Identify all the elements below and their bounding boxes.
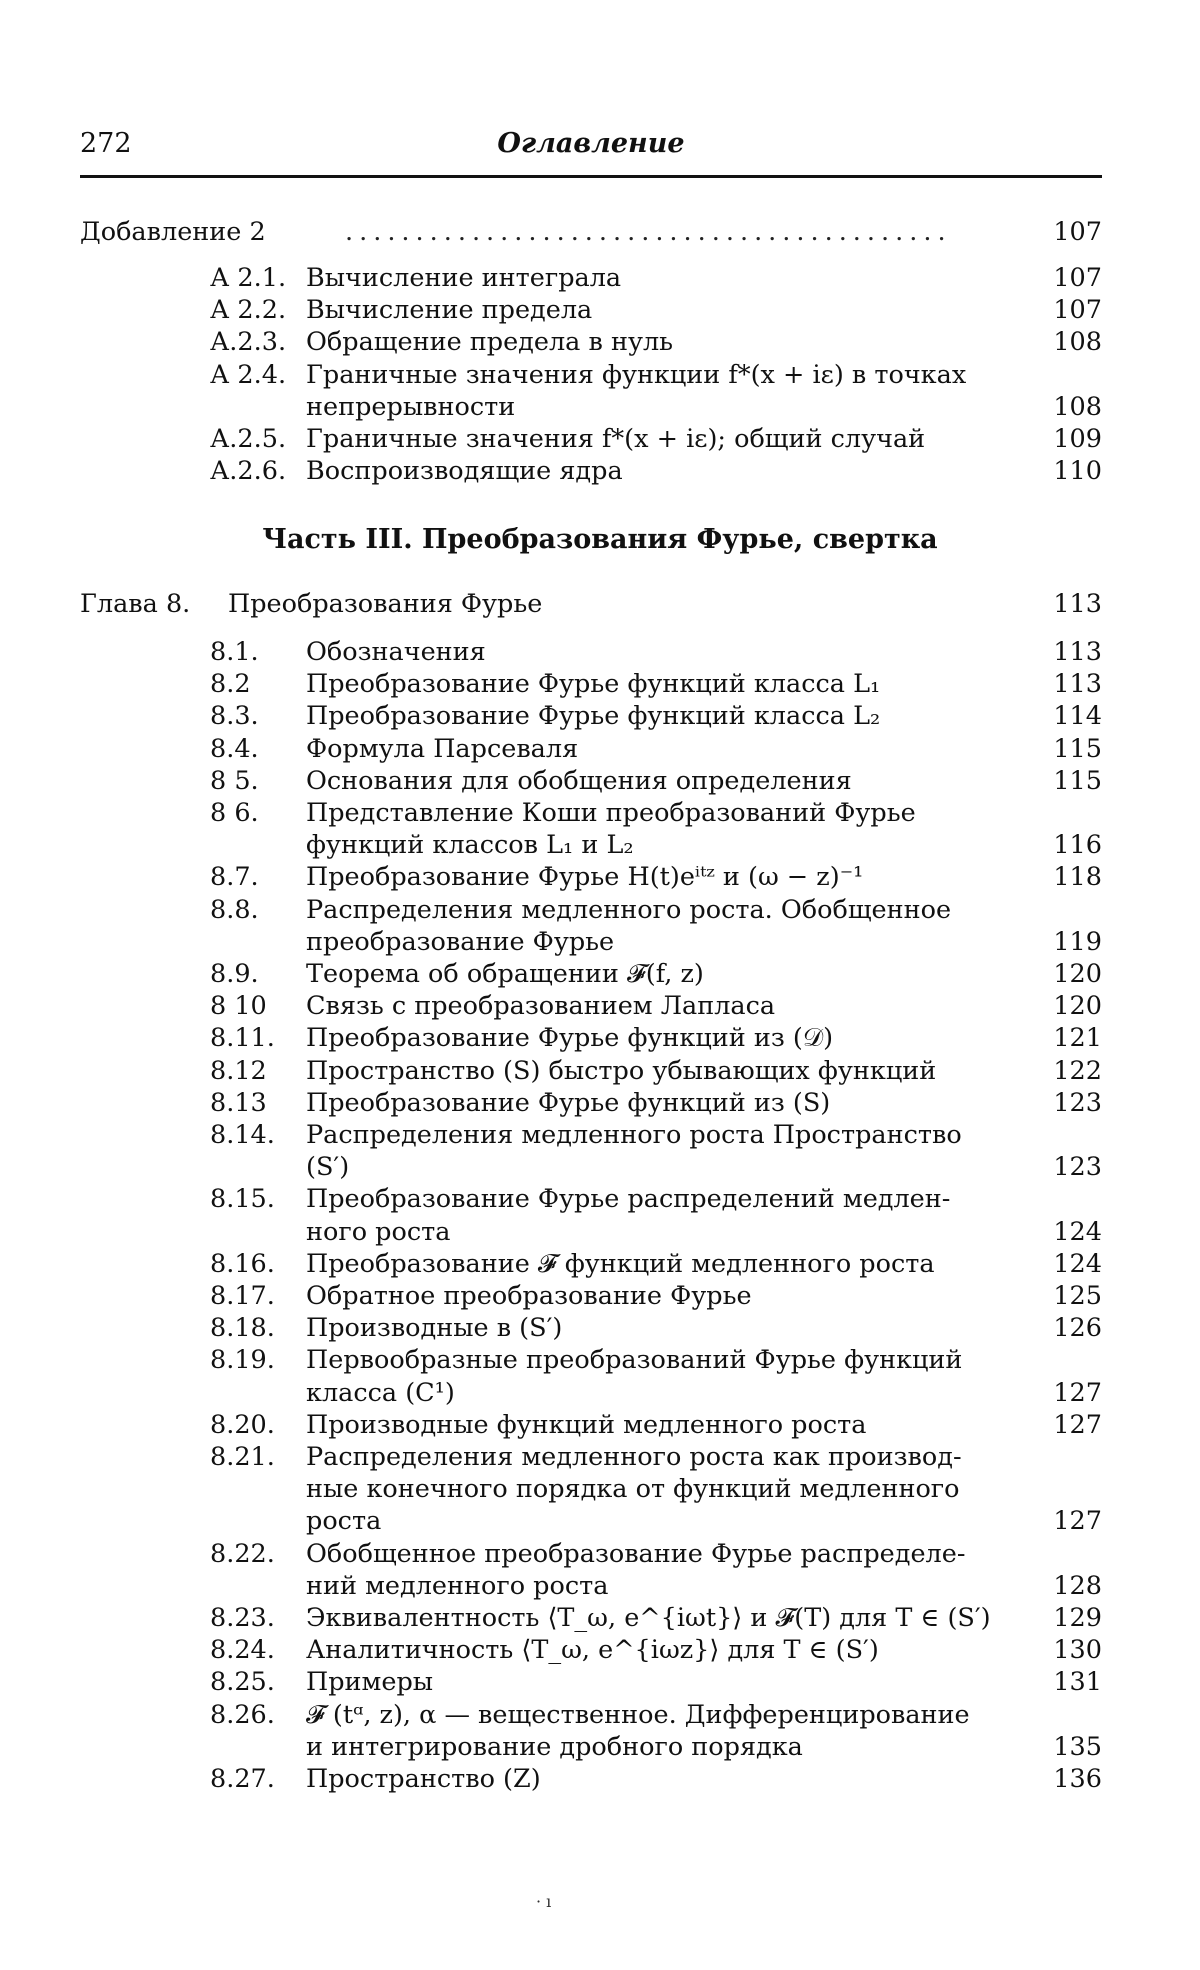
toc-item-number: 8.16. [210,1248,275,1279]
toc-item-number: 8.19. [210,1345,275,1376]
toc-item-title: Обобщенное преобразование Фурье распределе- [306,1538,966,1569]
toc-item-page: 107 [1053,295,1102,326]
toc-item-title: Граничные значения функции f*(x + iε) в точках [306,359,967,390]
toc-item-number: 8.14. [210,1120,275,1150]
toc-item-page: 126 [1053,1313,1102,1344]
toc-item-number: А.2.3. [210,327,287,358]
toc-item-continuation [306,391,1102,423]
toc-item-number: 8.24. [210,1635,275,1666]
toc-item-title: Вычисление предела [306,295,593,326]
toc-item-title: Формула Парсеваля [306,733,579,764]
toc-item-title-continuation: класса (C¹) [306,1377,455,1408]
toc-item-title: Основания для обобщения определения [306,765,852,796]
toc-item [210,1441,1102,1473]
toc-item-page: 130 [1053,1635,1102,1666]
toc-appendix-entry [80,216,1102,248]
toc-item-page: 121 [1053,1023,1102,1054]
toc-item-number: 8.21. [210,1442,275,1472]
toc-item-title-continuation: непрерывности [306,391,516,422]
toc-item-title-continuation: функций классов L₁ и L₂ [306,830,634,861]
toc-item-page: 120 [1053,959,1102,989]
toc-item-number: 8.9. [210,959,259,989]
footer-mark: · ı [536,1892,552,1911]
toc-item [210,1119,1102,1151]
toc-item-number: 8.18. [210,1313,275,1344]
toc-item-number: А 2.1. [210,263,287,293]
page-number: 272 [80,128,132,159]
toc-item-number: 8.3. [210,701,259,732]
toc-item-page: 118 [1053,862,1102,893]
toc-item-number: А.2.6. [210,456,287,487]
toc-item-page: 115 [1053,765,1102,796]
toc-item [210,1312,1102,1344]
toc-item-title: Преобразование Фурье H(t)eⁱᵗᶻ и (ω − z)⁻¹ [306,862,864,893]
toc-item-number: 8 6. [210,798,259,828]
toc-item-title-continuation: и интегрирование дробного порядка [306,1731,803,1762]
toc-item-continuation [306,1570,1102,1602]
toc-item-title: Граничные значения f*(x + iε); общий случай [306,424,926,454]
toc-item-number: 8.1. [210,637,259,667]
toc-item-title: Преобразование Фурье функций из (S) [306,1087,831,1118]
toc-item-title: Преобразование 𝓕 функций медленного роста [306,1248,935,1279]
toc-item-page: 114 [1053,701,1102,732]
toc-item [210,423,1102,455]
page-header [80,128,1102,168]
toc-item-page: 135 [1053,1731,1102,1762]
toc-item-page: 136 [1053,1764,1102,1794]
toc-item-title: Производные функций медленного роста [306,1409,867,1440]
toc-item-title: Примеры [306,1667,434,1698]
toc-item-page: 125 [1053,1281,1102,1311]
toc-item-number: 8.25. [210,1667,275,1698]
toc-item [210,326,1102,358]
toc-item-number: 8 5. [210,765,259,796]
toc-item [210,1183,1102,1215]
toc-item-continuation [306,1377,1102,1409]
toc-item-continuation [306,1505,1102,1537]
toc-item-number: 8.20. [210,1409,275,1440]
toc-item [210,1763,1102,1795]
toc-item-number: 8.22. [210,1538,275,1569]
toc-item-page: 110 [1053,456,1102,487]
toc-item-page: 116 [1053,830,1102,861]
toc-item [210,894,1102,926]
toc-item-title: Распределения медленного роста как производ- [306,1442,962,1472]
toc-item-title-continuation: ные конечного порядка от функций медленного [306,1474,960,1505]
toc-item-number: 8 10 [210,991,267,1022]
toc-item-continuation [306,1731,1102,1763]
toc-item-title: Первообразные преобразований Фурье функций [306,1345,963,1376]
toc-item [210,1087,1102,1119]
toc-item-title: Вычисление интеграла [306,263,622,293]
appendix-page: 107 [1053,217,1102,247]
toc-item-number: А 2.4. [210,359,287,390]
toc-item-continuation [306,926,1102,958]
toc-item [210,262,1102,294]
toc-item-continuation [306,1151,1102,1183]
toc-item [210,861,1102,893]
toc-item-continuation [306,1216,1102,1248]
toc-item [210,455,1102,487]
toc-item-title: Преобразование Фурье функций класса L₂ [306,701,881,732]
toc-item-page: 107 [1053,263,1102,293]
running-title: Оглавление [497,128,685,159]
toc-item-title: Обращение предела в нуль [306,327,674,358]
toc-item-number: 8.12 [210,1055,267,1086]
toc-item [210,958,1102,990]
toc-item-title-continuation: ного роста [306,1216,451,1247]
toc-item-number: 8.11. [210,1023,275,1054]
toc-item [210,1344,1102,1376]
toc-chapter-entry [80,588,1102,620]
toc-item-continuation [306,1473,1102,1505]
toc-item [210,765,1102,797]
chapter-title: Преобразования Фурье [228,589,543,619]
toc-item [210,1699,1102,1731]
toc-item-title: Преобразование Фурье распределений медлен- [306,1184,951,1215]
toc-item [210,1634,1102,1666]
toc-item [210,797,1102,829]
toc-item [210,636,1102,668]
toc-item-page: 129 [1053,1603,1102,1633]
toc-item-number: 8.8. [210,894,259,925]
toc-item-title: Представление Коши преобразований Фурье [306,798,916,828]
toc-item [210,1409,1102,1441]
toc-item-page: 127 [1053,1506,1102,1537]
toc-item-title: Распределения медленного роста Пространство [306,1120,962,1150]
toc-item-number: 8.4. [210,733,259,764]
toc-item-title: Производные в (S′) [306,1313,563,1344]
toc-item-page: 124 [1053,1248,1102,1279]
toc-item-title: Преобразование Фурье функций из (𝒟) [306,1023,834,1054]
chapter-label: Глава 8. [80,589,191,619]
toc-item-title: Пространство (Z) [306,1764,541,1794]
toc-item-number: 8.23. [210,1603,275,1633]
chapter-page: 113 [1053,589,1102,619]
toc-item-number: 8.17. [210,1281,275,1311]
toc-item-page: 115 [1053,733,1102,764]
appendix-label: Добавление 2 [80,217,266,247]
toc-item-page: 122 [1053,1055,1102,1086]
toc-item-title-continuation: ний медленного роста [306,1570,609,1601]
toc-item [210,1280,1102,1312]
toc-item [210,733,1102,765]
toc-item-title: Эквивалентность ⟨T_ω, e^{iωt}⟩ и 𝓕(T) для T ∈ (S′) [306,1603,991,1633]
toc-item [210,294,1102,326]
toc-item-title: Обратное преобразование Фурье [306,1281,752,1311]
toc-item-number: 8.27. [210,1764,275,1794]
toc-item-page: 119 [1053,926,1102,957]
toc-item [210,1538,1102,1570]
part-heading: Часть III. Преобразования Фурье, свертка [262,524,938,555]
toc-item-number: 8.13 [210,1087,267,1118]
toc-item-page: 113 [1053,669,1102,700]
toc-item-title: 𝓕 (tᵅ, z), α — вещественное. Дифференцирование [306,1699,970,1730]
toc-item-number: 8.2 [210,669,251,700]
toc-item-page: 123 [1053,1152,1102,1183]
toc-item-page: 127 [1053,1377,1102,1408]
toc-item [210,1602,1102,1634]
toc-item-title: Преобразование Фурье функций класса L₁ [306,669,881,700]
toc-item-number: 8.15. [210,1184,275,1215]
toc-item [210,359,1102,391]
toc-item-number: 8.26. [210,1699,275,1730]
toc-item [210,1022,1102,1054]
toc-item-page: 108 [1053,327,1102,358]
toc-item-title: Распределения медленного роста. Обобщенное [306,894,952,925]
toc-item-page: 113 [1053,637,1102,667]
toc-item [210,1248,1102,1280]
toc-item-title-continuation: роста [306,1506,382,1537]
toc-item-title: Теорема об обращении 𝓕(f, z) [306,959,704,989]
toc-item-page: 108 [1053,391,1102,422]
toc-item-title: Воспроизводящие ядра [306,456,623,487]
toc-item [210,990,1102,1022]
toc-item-number: А.2.5. [210,424,287,454]
toc-item-title: Пространство (S) быстро убывающих функций [306,1055,937,1086]
leader-dots: ........................................... [345,217,952,247]
toc-item [210,1666,1102,1698]
toc-item-page: 120 [1053,991,1102,1022]
toc-item [210,668,1102,700]
toc-item-page: 128 [1053,1570,1102,1601]
toc-item-page: 109 [1053,424,1102,454]
toc-item-page: 124 [1053,1216,1102,1247]
toc-item [210,700,1102,732]
toc-item-number: А 2.2. [210,295,287,326]
toc-item-title: Аналитичность ⟨T_ω, e^{iωz}⟩ для T ∈ (S′) [306,1635,879,1666]
toc-item-title: Связь с преобразованием Лапласа [306,991,776,1022]
toc-item [210,1055,1102,1087]
toc-item-continuation [306,829,1102,861]
toc-item-page: 127 [1053,1409,1102,1440]
header-rule [80,175,1102,178]
toc-item-title-continuation: преобразование Фурье [306,926,615,957]
toc-item-number: 8.7. [210,862,259,893]
toc-item-title: Обозначения [306,637,486,667]
toc-item-page: 123 [1053,1087,1102,1118]
toc-item-title-continuation: (S′) [306,1152,350,1183]
toc-item-page: 131 [1053,1667,1102,1698]
